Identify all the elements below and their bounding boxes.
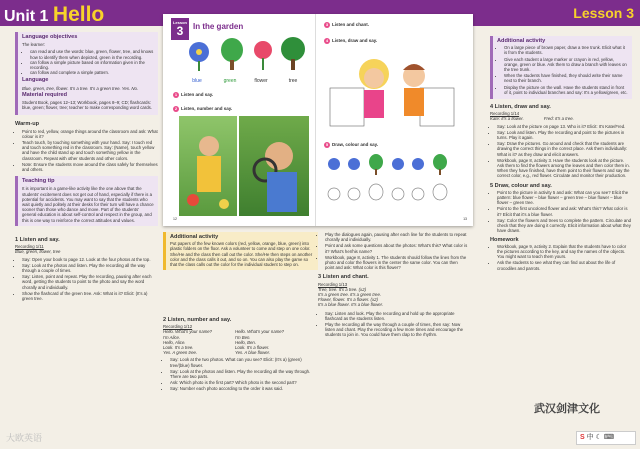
listen-number-item: • Say: Look at the two photos. What can you see? Elicit: (It's a) (green) tree/(blue) flower. [170, 357, 311, 367]
listen-item: • Say: Open your book to page 12. Look at the four photos at the top. [22, 257, 158, 262]
draw-say-section [490, 105, 632, 179]
listen-number-title: 2 Listen, number and say. [163, 317, 232, 323]
draw-colour-item: • Say: Color the flowers and trees to complete the pattern. Circulate and check that they are doing it correctly. Elicit information about what they have drawn. [497, 218, 632, 234]
book-title: In the garden [193, 22, 244, 31]
book-lesson-number: 3 [176, 24, 184, 38]
objectives-title: Language objectives [22, 34, 78, 40]
chant-line: Tree, tree. It's a tree. (x2) [318, 286, 367, 292]
photo-girl-flowers [179, 116, 237, 216]
warmup-title: Warm-up [15, 121, 40, 128]
draw-say-title: 4 Listen, draw and say. [490, 104, 551, 111]
middle-right-column [318, 232, 468, 339]
right-additional-item: • When the students have finished, they should write their name next to their branch. [504, 73, 628, 83]
listen-number-recording: Recording 1/12 [163, 324, 193, 330]
photo-boy-magnifier [239, 116, 309, 216]
draw-colour-section [490, 184, 632, 271]
right-additional-item: • Display the picture on the wall. Have the students stand in front of it, point to individual branches and say: It's a yellow/green, etc. [504, 85, 628, 95]
objective-item: • can follow a simple picture based on information given in the recording. [30, 60, 154, 70]
dialog-line: Kate: It's a flower. [490, 116, 524, 122]
objective-item: • can read and use the words: blue, green, flower, tree, and knows how to identify them when depicted, green in the recording. [30, 49, 154, 59]
materials-title: Material required [22, 91, 68, 98]
listen-number-item: • Say: Number each photo according to the order it was said. [170, 386, 311, 391]
s-logo-icon[interactable]: S [580, 434, 585, 441]
chant-recording: Recording 1/13 [318, 281, 348, 287]
warmup-item: • Teach touch, by touching something with your hand. Say: I touch red and touch something red in the classroom. Say: (Name), touch yellow and have the child stand up and touch something yellow in the classroom. Repeat with other students and other colors. [22, 140, 158, 161]
book-task-1-label: Listen and say. [181, 92, 214, 97]
dialog-line: Hello. What's your name? [163, 329, 213, 335]
right-additional-item: • On a large piece of brown paper, draw a tree trunk. Elicit what it is from the students. [504, 45, 628, 55]
listen-number-item: • Say: Look at the photos and listen. Play the recording all the way through. There are two parts. [170, 369, 311, 379]
draw-colour-item: • Point to the picture in activity 5 and ask: What can you see? Elicit the pattern: blue flower – blue flower – green tree – blue flower – blue flower – green tree. [497, 190, 632, 206]
listen-number-item: • Ask: Which photo is the first part? Which photo is the second part? [170, 380, 311, 385]
listen-number-section [163, 318, 311, 393]
homework-item: • Ask the students to see what they can find out about the life of crocodiles and parrots. [497, 260, 632, 270]
dialog-line: I'm Ben. [235, 334, 251, 340]
objective-item: • can follow and complete a simple pattern. [30, 70, 154, 75]
vocab-images [187, 36, 311, 78]
right-additional-item: • Give each student a large marker or crayon in red, yellow, orange, green or blue. Ask them to draw a branch with leaves on the tree trunk. [504, 57, 628, 73]
student-book-spread [163, 14, 473, 226]
teaching-tip-text: It is important in a game-like activity like the one above that the students' excitement does not get out of hand, especially if there is a potential for accidents. You may want to say that the students who wait quietly and politely at their desks for their turn will have a chance sooner than those who dance and move. Part of the students' general education is about self-control and respect in the group, and this is one way to reinforce the correct attitudes and values. [22, 186, 154, 223]
homework-title: Homework [490, 236, 519, 243]
chant-line: Flower, flower. It's a flower. (x2) [318, 297, 378, 303]
lesson-label: Lesson 3 [573, 5, 634, 21]
chant-title: 3 Listen and chant. [318, 274, 369, 281]
book-task-4-label: Listen, draw and say. [332, 38, 378, 43]
listen-item: • Show the flashcard of the green tree. Ask: What is it? Elicit: (It's a) green tree. [22, 291, 158, 301]
draw-colour-item: • Point to the first uncolored flower and ask: What's this? What color is it? Elicit that it's a blue flower. [497, 206, 632, 216]
dialog-line: Yes. A green tree. [163, 350, 198, 356]
book-page-right [316, 14, 473, 226]
watermark-site: 大欧英语 [6, 433, 43, 443]
chant-item: • Play the recording all the way through a couple of times, then say: Now listen and chant. Play the recording a few more times and encourage the students to join in. You could have them clap to the rhythm. [325, 322, 468, 338]
objectives-intro: The learner: [22, 42, 46, 48]
recording-words: Blue, green, flower, tree [15, 249, 61, 255]
dialog-line: Hello, Ben. [235, 339, 257, 345]
pattern-grid [324, 152, 469, 214]
book-task-1: 1 Listen and say. [174, 92, 214, 97]
right-additional-title: Additional activity [497, 38, 546, 44]
chant-line: It's a blue flower. It's a blue flower. [318, 302, 384, 308]
kids-illustration [324, 48, 464, 140]
listen-item: • Say: Listen, point and repeat. Play the recording, pausing after each word, getting the students to point to the photo and say the word chorally and individually. [22, 274, 158, 290]
dialog-line: Look. It's a tree. [163, 345, 194, 351]
listen-say-section [15, 238, 158, 301]
dialog-line: Hello, Alice. [163, 339, 186, 345]
book-task-5: 5 Draw, colour and say. [325, 142, 379, 147]
draw-say-item: • Say: Draw the pictures. Go around and check that the students are drawing the correct things in the correct place. Ask them individually: What is it? as they draw and elicit answers. [497, 141, 632, 157]
word-tree: tree [288, 78, 298, 84]
unit-label: Unit 1 [4, 8, 49, 25]
teaching-tip-box [15, 176, 158, 226]
additional-activity-box [163, 232, 318, 270]
page-number-left: 12 [173, 217, 177, 221]
dialog-columns [163, 329, 311, 355]
mid-item: • Play the dialogues again, pausing after each line for the students to repeat chorally and individually. [325, 232, 468, 242]
chant-item: • Say: Listen and look. Play the recording and hold up the appropriate flashcard as the students listen. [325, 311, 468, 321]
dialog-line: Hello. What's your name? [235, 329, 285, 335]
unit-title [4, 3, 104, 27]
book-task-5-label: Draw, colour and say. [332, 142, 379, 147]
warmup-section [15, 122, 158, 172]
draw-say-item: • Say: Look and listen. Play the recording and point to the pictures in turns. Play it again. [497, 130, 632, 140]
toolbar-icons[interactable] [576, 431, 636, 445]
green-tree-image [221, 38, 243, 62]
book-task-2: 2 Listen, number and say. [174, 106, 233, 111]
book-task-3: 3 Listen and chant. [325, 22, 370, 27]
dialog-line: Fred: It's a tree. [543, 116, 574, 122]
materials-text: Student Book, pages 12–13; Workbook, pages 8–9; CD; flashcards: blue, green; flower, tree; teacher to make corresponding word cards. [22, 100, 152, 111]
recording-label: Recording 1/11 [15, 244, 44, 250]
objectives-box [15, 32, 158, 115]
mid-item: • Point and ask some questions about the photos: What's this? What color is it? What's her/his name? [325, 243, 468, 253]
right-additional-box [490, 36, 632, 99]
zh-input-icon[interactable]: 中 [586, 434, 594, 441]
unit-name: Hello [52, 3, 105, 26]
listen-say-title: 1 Listen and say. [15, 236, 60, 243]
draw-colour-title: 5 Draw, colour and say. [490, 182, 552, 189]
tree-image [281, 37, 305, 61]
additional-activity-title: Additional activity [170, 234, 219, 240]
homework-item: • Workbook, page 9, activity 2. Explain that the students have to color the pictures according to the key, and say the names of the objects. You might want to teach them yours. [497, 244, 632, 260]
listen-item: • Say: Look at the photos and listen. Play the recording all the way through a couple of times. [22, 263, 158, 273]
book-lesson-small: Lesson [172, 20, 187, 25]
warmup-item: • Point to red, yellow, orange things around the classroom and ask: What colour is it? [22, 129, 158, 139]
page-number-right: 13 [463, 217, 467, 221]
keyboard-icon[interactable]: ⌨ [603, 434, 614, 441]
draw-say-item: • Say: Look at the picture on page 13. Who is it? Elicit: It's Kate/Fred. [497, 124, 632, 129]
mid-item: • Workbook, page 8, activity 1. The students should follow the lines from the photo and color the flowers in the center the same color. You can then point and ask: What color is this flower? [325, 255, 468, 271]
word-flower: flower [254, 78, 268, 84]
dialog-line: Yes. A blue flower. [235, 350, 271, 356]
book-task-4: 4 Listen, draw and say. [325, 38, 378, 43]
watermark-publisher: 武汉剑津文化 [534, 403, 600, 415]
book-page-left [163, 14, 316, 226]
chant-line: It's a green tree. It's a green tree. [318, 292, 382, 298]
moon-icon[interactable]: ☾ [595, 434, 602, 441]
right-column [490, 36, 632, 272]
warmup-item: • Note: Ensure the students move around the class safely for themselves and others. [22, 162, 158, 172]
book-task-3-label: Listen and chant. [332, 22, 370, 27]
draw-say-recording: Recording 1/14 [490, 111, 520, 117]
additional-activity-text: Put papers of the few known colors (red, yellow, orange, blue, green) into plastic folders on the floor. Ask a volunteer to come and step on one color. She/He and the class then call out the color. She/He then steps on another color and the class calls it out, and so on. You can also play the game so that the class calls out the color for the individual student to step on. [170, 241, 313, 268]
word-green: green [223, 78, 237, 84]
book-task-2-label: Listen, number and say. [181, 106, 233, 111]
language-title: Language [22, 77, 49, 84]
word-blue: blue [192, 78, 202, 84]
teaching-tip-title: Teaching tip [22, 178, 55, 185]
dialog-line: I'm Alice. [163, 334, 181, 340]
dialog-line: Look. It's a flower. [235, 345, 270, 351]
language-text: Blue, green, tree, flower. It's a tree. It's a green tree. Yes. No. [22, 85, 139, 91]
left-column [15, 32, 158, 302]
draw-say-item: • Workbook, page 8, activity 3. Have the students look at the picture. Ask them to find the flowers among the leaves and then color them in. When they have finished, have them point to their flowers and say the correct color, e.g., red flower. Circulate and monitor their production. [497, 158, 632, 179]
